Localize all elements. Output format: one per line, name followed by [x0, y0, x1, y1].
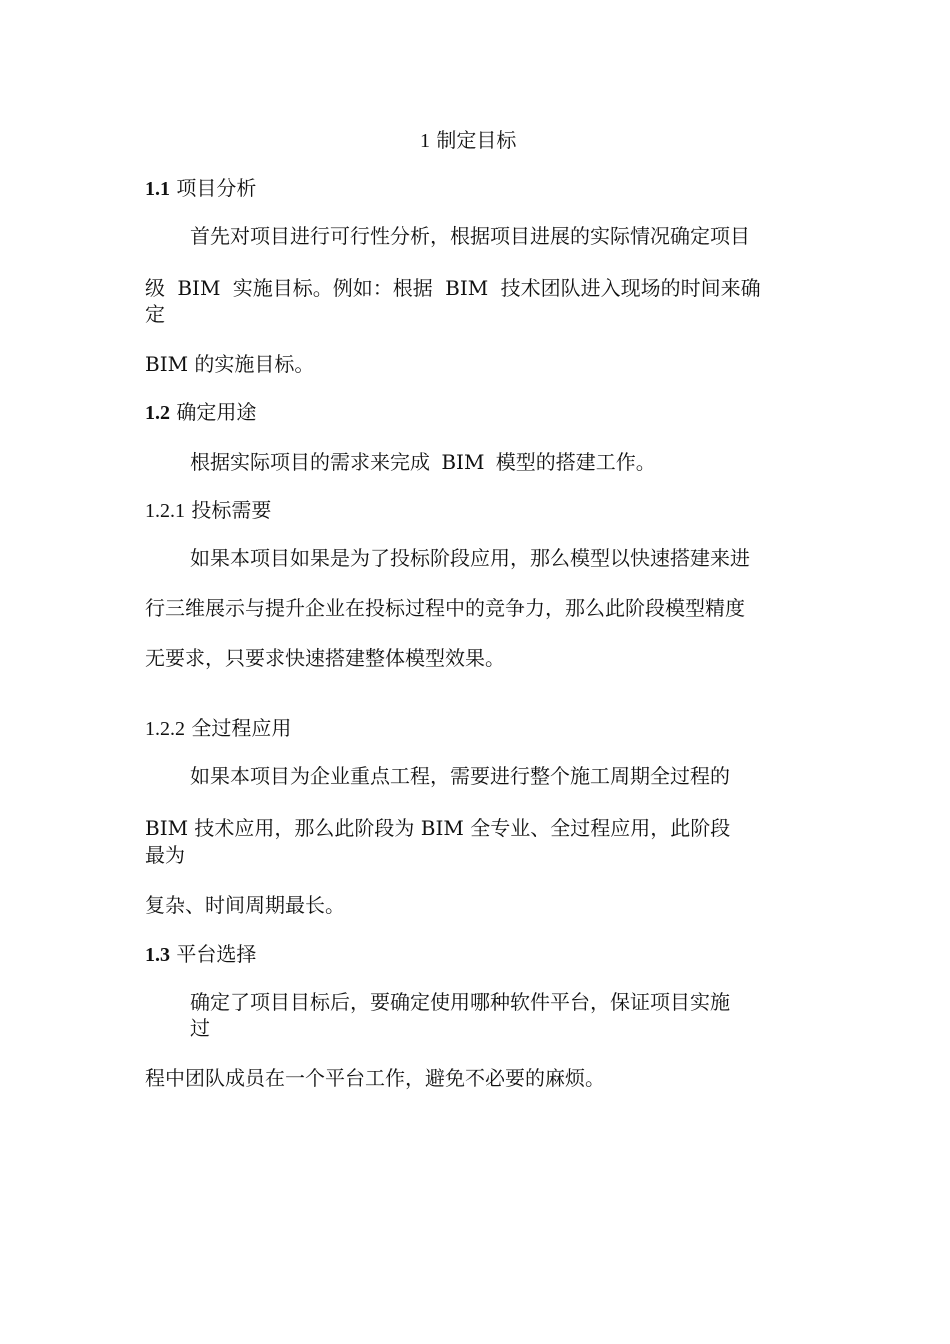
paragraph-line: 如果本项目如果是为了投标阶段应用，那么模型以快速搭建来进 — [190, 546, 750, 570]
paragraph-line: 确定了项目目标后，要确定使用哪种软件平台，保证项目实施 — [190, 990, 730, 1014]
chapter-title — [420, 128, 516, 153]
subsection-heading-1-2-1 — [145, 498, 271, 523]
section-heading-1-3 — [145, 942, 256, 967]
section-title: 项目分析 — [176, 176, 257, 200]
paragraph-line: 过 — [190, 1016, 210, 1040]
subsection-title: 全过程应用 — [191, 716, 292, 740]
section-title: 平台选择 — [176, 942, 257, 966]
subsection-heading-1-2-2 — [145, 716, 291, 741]
section-title: 确定用途 — [176, 400, 257, 424]
paragraph-line: 程中团队成员在一个平台工作，避免不必要的麻烦。 — [145, 1066, 605, 1090]
paragraph-line: 级 BIM 实施目标。例如：根据 BIM 技术团队进入现场的时间来确 — [145, 276, 761, 300]
paragraph-line: BIM 的实施目标。 — [145, 352, 315, 376]
paragraph-line: 首先对项目进行可行性分析，根据项目进展的实际情况确定项目 — [190, 224, 750, 248]
paragraph-line: 根据实际项目的需求来完成 BIM 模型的搭建工作。 — [190, 450, 656, 474]
paragraph-line: 最为 — [145, 843, 185, 867]
chapter-title-text: 制定目标 — [436, 128, 517, 152]
section-number: 1.2 — [145, 402, 170, 424]
section-number: 1.1 — [145, 178, 170, 200]
section-number: 1.3 — [145, 944, 170, 966]
paragraph-line: 行三维展示与提升企业在投标过程中的竞争力，那么此阶段模型精度 — [145, 596, 745, 620]
paragraph-line: 如果本项目为企业重点工程，需要进行整个施工周期全过程的 — [190, 764, 730, 788]
subsection-title: 投标需要 — [191, 498, 272, 522]
paragraph-line: 复杂、时间周期最长。 — [145, 893, 345, 917]
paragraph-line: 定 — [145, 302, 165, 326]
subsection-number: 1.2.1 — [145, 500, 185, 522]
section-heading-1-1 — [145, 176, 256, 201]
chapter-number: 1 — [420, 130, 430, 152]
subsection-number: 1.2.2 — [145, 718, 185, 740]
section-heading-1-2 — [145, 400, 256, 425]
paragraph-line: 无要求，只要求快速搭建整体模型效果。 — [145, 646, 505, 670]
paragraph-line: BIM 技术应用，那么此阶段为 BIM 全专业、全过程应用，此阶段 — [145, 816, 731, 840]
